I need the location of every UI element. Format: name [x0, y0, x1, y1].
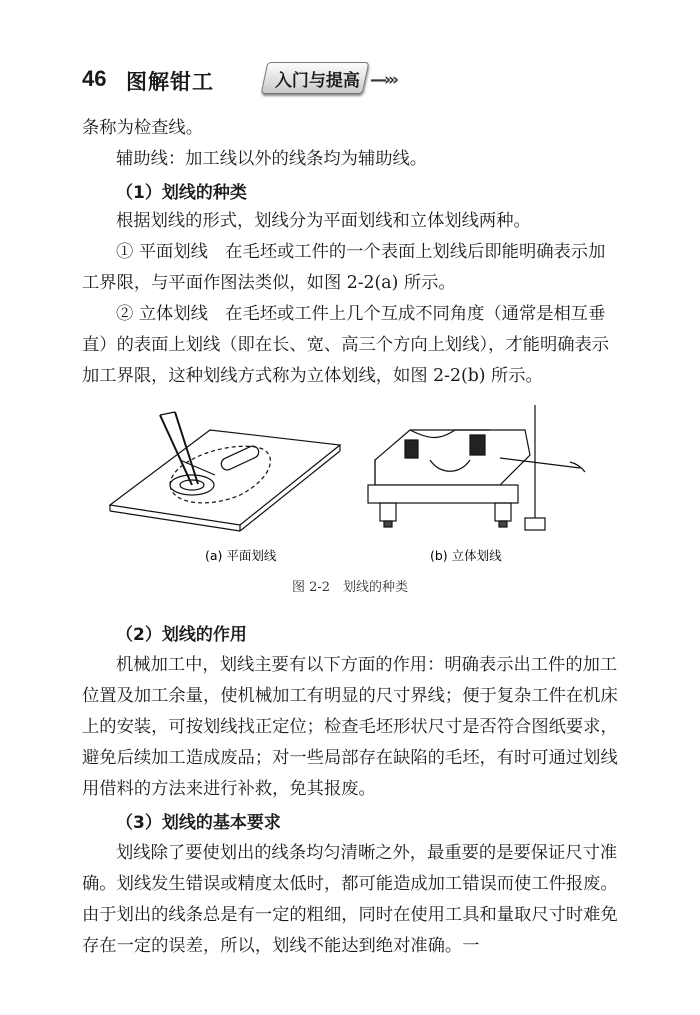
heading-3: （3）划线的基本要求: [116, 813, 281, 833]
page-number: 46: [82, 66, 107, 91]
subtitle-tag: [261, 62, 370, 94]
paragraph-3: 根据划线的形式，划线分为平面划线和立体划线两种。: [116, 211, 531, 231]
figure-2-2: [100, 400, 600, 580]
paragraph-2: 辅助线：加工线以外的线条均为辅助线。: [116, 149, 428, 169]
figure-caption: 图 2-2 划线的种类: [291, 580, 409, 595]
page-header: [82, 62, 422, 96]
paragraph-7: 划线除了要使划出的线条均匀清晰之外，最重要的是要保证尺寸准确。划线发生错误或精度太低时，都可能造成加工错误而使工件报废。由于划出的线条总是有一定的粗细，同时在使用工具和量取尺寸时难免存在一定的误差，所以，划线不能达到绝对准确。一: [82, 843, 618, 956]
caption-b: (b) 立体划线: [430, 548, 502, 563]
paragraph-4: ① 平面划线 在毛坯或工件的一个表面上划线后即能明确表示加工界限，与平面作图法类似，如图 2-2(a) 所示。: [82, 242, 606, 293]
paragraph-1: 条称为检查线。: [82, 118, 203, 138]
paragraph-6: 机械加工中，划线主要有以下方面的作用：明确表示出工件的加工位置及加工余量，使机械加工有明显的尺寸界线；便于复杂工件在机床上的安装，可按划线找正定位；检查毛坯形状尺寸是否符合图纸要求，避免后续加工造成废品；对一些局部存在缺陷的毛坯，有时可通过划线用借料的方法来进行补救，免其报废。: [82, 655, 618, 799]
subtitle-tag-label: 入门与提高: [274, 71, 360, 91]
heading-1: （1）划线的种类: [116, 183, 247, 203]
arrow-icon: —›››: [370, 70, 397, 90]
plane-scribing-drawing: [110, 412, 340, 531]
heading-2: （2）划线的作用: [116, 625, 247, 645]
3d-scribing-drawing: [368, 405, 585, 530]
paragraph-5: ② 立体划线 在毛坯或工件上几个互成不同角度（通常是相互垂直）的表面上划线（即在长、宽、高三个方向上划线），才能明确表示加工界限，这种划线方式称为立体划线，如图 2-2(b) 所示。: [82, 304, 610, 386]
book-title: 图解钳工: [126, 70, 214, 94]
caption-a: (a) 平面划线: [205, 548, 277, 563]
